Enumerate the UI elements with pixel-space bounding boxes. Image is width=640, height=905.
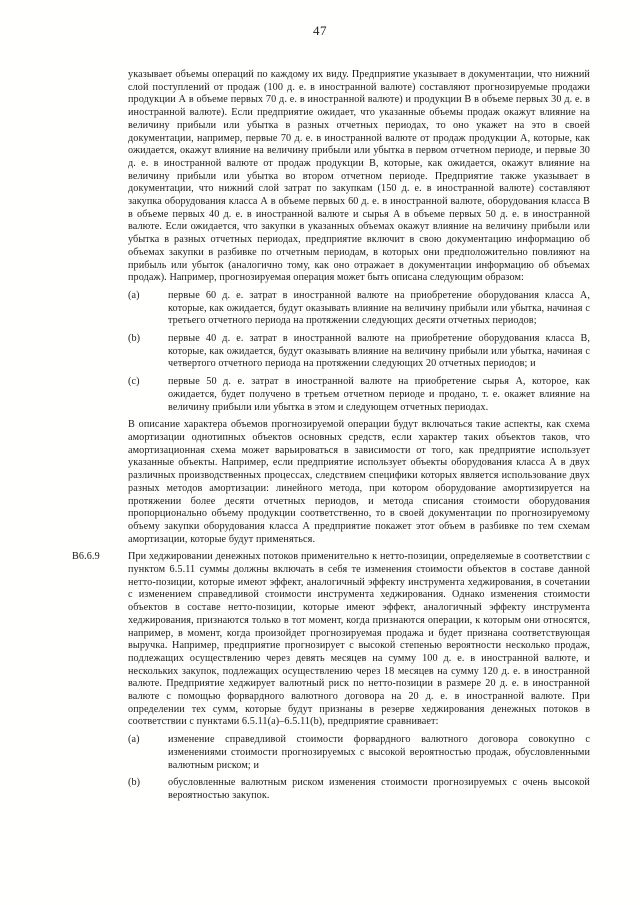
list-item-label: (a) xyxy=(128,289,140,301)
list-item-label: (b) xyxy=(128,777,141,789)
page-number: 47 xyxy=(313,23,327,38)
page-content xyxy=(72,69,590,803)
list-item-label: (a) xyxy=(128,734,140,746)
paragraph-number-label: В6.6.9 xyxy=(72,551,100,563)
list-item-label: (b) xyxy=(128,333,141,345)
list-item xyxy=(128,777,590,802)
list-item-text: первые 40 д. е. затрат в иностранной валюте на приобретение оборудования класса В, которые, как ожидается, будут оказывать влияние на величину прибыли или убытка, начиная с четвертого отчетного периода на протяжении следующих 20 отчетных периодов; и xyxy=(168,333,590,370)
list-item xyxy=(128,333,590,371)
list-item xyxy=(128,734,590,772)
list-item-label: (c) xyxy=(128,376,140,388)
paragraph xyxy=(128,69,590,285)
list-item xyxy=(128,376,590,414)
list-item-text: изменение справедливой стоимости форвардного валютного договора совокупно с изменениями стоимости прогнозируемых с высокой вероятностью продаж, обусловленными валютным риском; и xyxy=(168,734,590,771)
paragraph-text: указывает объемы операций по каждому их виду. Предприятие указывает в документации, что нижний слой поступлений от продаж (100 д. е. в иностранной валюте) составляют прогнозируемые продажи продукции А в объеме первых 70 д. е. в иностранной валюте) и продукции В в объеме первых 30 д. е. в иностранной валюте). Если предприятие ожидает, что указанные объемы продаж окажут влияние на величину прибыли или убытка в разных отчетных периодах, то оно укажет на это в своей документации, например, первые 70 д. е. в иностранной валюте от продаж продукции А, которые, как ожидается, окажут влияние на величину прибыли или убытка в первом отчетном периоде, и первые 30 д. е. в иностранной валюте от продаж продукции В, которые, как ожидается, окажут влияние на величину прибыли или убытка во втором отчетном периоде. Предприятие также указывает в документации, что нижний слой затрат по закупкам (150 д. е. в иностранной валюте) составляют закупка оборудования класса А в объеме первых 60 д. е. в иностранной валюте, оборудования класса В в объеме первых 40 д. е. в иностранной валюте и сырья А в объеме первых 50 д. е. в иностранной валюте. Если ожидается, что закупки в указанных объемах окажут влияние на величину прибыли или убытка в разных отчетных периодах, предприятие включит в свою документацию информацию об объемах закупки в разбивке по отчетным периодам, в которых они предположительно повлияют на прибыль или убыток (аналогично тому, как оно отражает в документации информацию об объемах продаж). Например, прогнозируемая операция может быть описана следующим образом: xyxy=(128,69,590,284)
numbered-paragraph xyxy=(72,551,590,729)
paragraph-text: В описание характера объемов прогнозируемой операции будут включаться такие аспекты, как схема амортизации однотипных объектов основных средств, если характер таких объектов таков, что амортизационная схема может варьироваться в зависимости от того, как предприятие использует указанные объекты. Например, если предприятие использует объекты оборудования класса А в двух различных производственных процессах, следствием специфики которых является использование двух разных методов амортизации: линейного метода, при котором оборудование амортизируется на протяжении более десяти отчетных периодов, и метода списания стоимости оборудования пропорционально объему продукции соответственно, то в своей документации по прогнозируемому объему закупки оборудования класса А предприятие покажет этот объем в разбивке по тем схемам амортизации, которые будут применяться. xyxy=(128,419,590,545)
list-item-text: первые 50 д. е. затрат в иностранной валюте на приобретение сырья А, которое, как ожидается, будет получено в третьем отчетном периоде и продано, т. е. окажет влияние на величину прибыли или убытка в этом и следующем отчетных периодах. xyxy=(168,376,590,413)
list-item-text: первые 60 д. е. затрат в иностранной валюте на приобретение оборудования класса А, которые, как ожидается, будут оказывать влияние на величину прибыли или убытка, начиная с третьего отчетного периода на протяжении следующих десяти отчетных периодов; xyxy=(168,289,590,327)
list-item-text: обусловленные валютным риском изменения стоимости прогнозируемых с очень высокой вероятностью закупок. xyxy=(168,777,590,801)
paragraph xyxy=(128,419,590,546)
list-item xyxy=(128,290,590,328)
paragraph-text: При хеджировании денежных потоков применительно к нетто-позиции, определяемые в соответствии с пунктом 6.5.11 суммы должны включать в себя те изменения стоимости объектов в составе данной нетто-позиции, которые имеют эффект, аналогичный эффекту инструмента хеджирования, в сочетании с изменением справедливой стоимости инструмента хеджирования. Однако изменения стоимости объектов в составе нетто-позиции, которые имеют эффект, аналогичный эффекту инструмента хеджирования, признаются только в тот момент, когда признаются операции, к которым они относятся, например, в момент, когда произойдет прогнозируемая продажа и будет признана соответствующая выручка. Например, предприятие прогнозирует с высокой степенью вероятности несколько продаж, подлежащих осуществлению через девять месяцев на сумму 100 д. е. в иностранной валюте, и нескольких закупок, подлежащих осуществлению через 18 месяцев на сумму 120 д. е. в иностранной валюте. Предприятие хеджирует валютный риск по нетто-позиции в размере 20 д. е. в иностранной валюте с помощью форвардного валютного договора на 20 д. е. в иностранной валюте. При определении тех сумм, которые будут признаны в резерве хеджирования денежных потоков в соответствии с пунктами 6.5.11(a)–6.5.11(b), предприятие сравнивает: xyxy=(128,551,590,728)
